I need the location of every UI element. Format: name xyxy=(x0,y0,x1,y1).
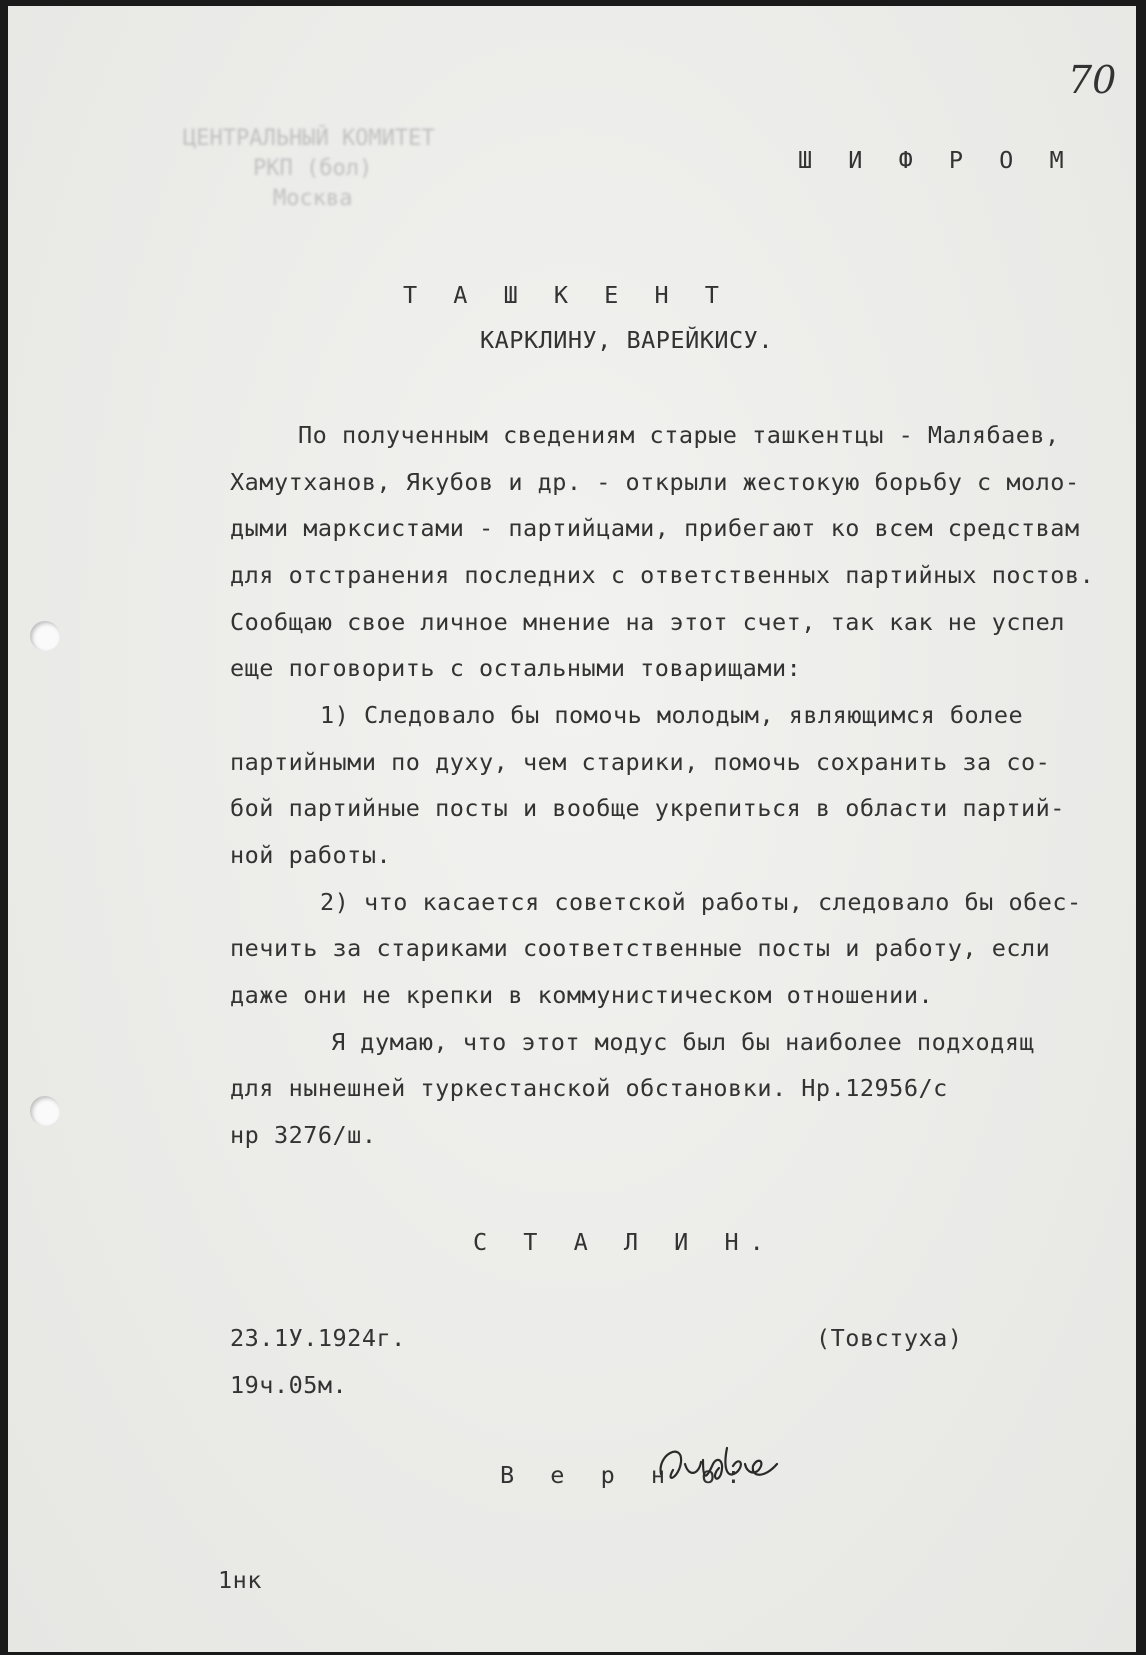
body-line: еще поговорить с остальными товарищами: xyxy=(230,654,802,682)
punch-hole-top xyxy=(30,621,60,651)
copyist-name: (Товстуха) xyxy=(816,1324,963,1352)
stamp-line: ЦЕНТРАЛЬНЫЙ КОМИТЕТ xyxy=(183,126,435,151)
verified-label: В е р н о: xyxy=(500,1461,752,1489)
body-line: для отстранения последних с ответственных партийных постов. xyxy=(230,561,1095,589)
body-line: бой партийные посты и вообще укрепиться в области партий- xyxy=(230,794,1065,822)
body-line: 2) что касается советской работы, следовало бы обес- xyxy=(320,888,1082,916)
body-line: 1) Следовало бы помочь молодым, являющимся более xyxy=(320,701,1024,729)
footer-code: 1нк xyxy=(218,1566,262,1594)
dispatch-time: 19ч.05м. xyxy=(230,1371,348,1399)
body-line: ной работы. xyxy=(230,841,392,869)
folio-number: 70 xyxy=(1068,58,1117,102)
handwritten-signature xyxy=(653,1434,783,1494)
faded-stamp xyxy=(183,124,513,219)
body-line: для нынешней туркестанской обстановки. Нр.12956/с xyxy=(230,1074,948,1102)
stamp-line: РКП (бол) xyxy=(253,156,373,181)
paper-background xyxy=(8,6,1136,1652)
transmission-mode: Ш И Ф Р О М xyxy=(798,146,1075,174)
body-line: печить за стариками соответственные посты и работу, если xyxy=(230,934,1051,962)
body-line: По полученным сведениям старые ташкентцы - Малябаев, xyxy=(298,421,1060,449)
body-line: партийными по духу, чем старики, помочь сохранить за со- xyxy=(230,748,1051,776)
body-line: даже они не крепки в коммунистическом отношении. xyxy=(230,981,934,1009)
body-line: Я думаю, что этот модус был бы наиболее подходящ xyxy=(331,1028,1035,1056)
body-line: дыми марксистами - партийцами, прибегают ко всем средствам xyxy=(230,514,1080,542)
body-line: нр 3276/ш. xyxy=(230,1121,377,1149)
dispatch-date: 23.1У.1924г. xyxy=(230,1324,406,1352)
destination-city: Т А Ш К Е Н Т xyxy=(403,281,730,309)
addressees: КАРКЛИНУ, ВАРЕЙКИСУ. xyxy=(480,326,773,354)
body-line: Сообщаю свое личное мнение на этот счет, так как не успел xyxy=(230,608,1065,636)
document-page xyxy=(8,6,1136,1652)
punch-hole-bottom xyxy=(30,1096,60,1126)
stamp-line: Москва xyxy=(273,186,353,211)
sender-name: С Т А Л И Н. xyxy=(473,1228,775,1256)
body-line: Хамутханов, Якубов и др. - открыли жестокую борьбу с моло- xyxy=(230,468,1080,496)
